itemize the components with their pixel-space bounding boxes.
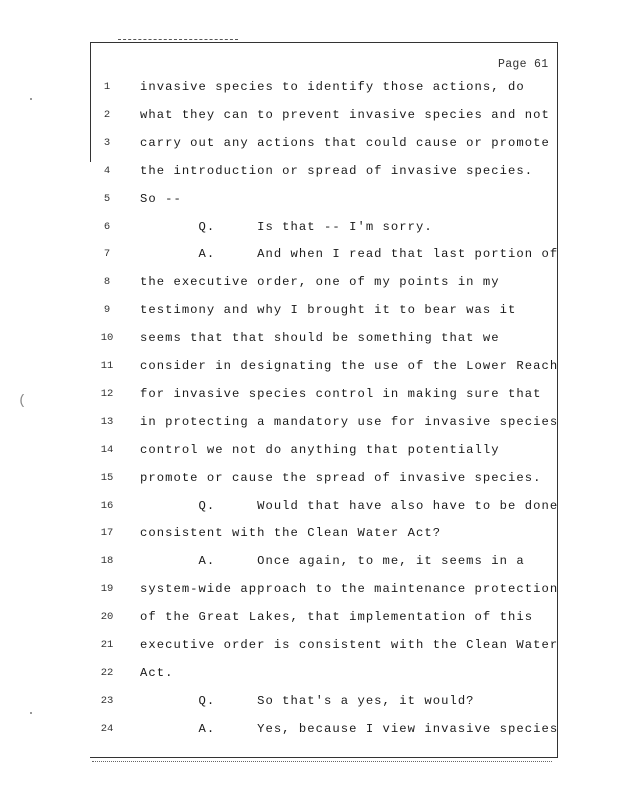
transcript-line: Act.: [140, 665, 174, 680]
transcript-line: consistent with the Clean Water Act?: [140, 526, 442, 541]
bottom-border: [90, 757, 558, 758]
line-number: 24: [100, 722, 114, 735]
transcript-line: A. Yes, because I view invasive species: [140, 721, 559, 736]
line-number: 14: [100, 443, 114, 456]
transcript-line: consider in designating the use of the Lower Reach: [140, 359, 559, 373]
transcript-line: Q. So that's a yes, it would?: [140, 693, 475, 708]
line-number: 10: [100, 332, 114, 345]
line-number: 3: [103, 136, 111, 149]
line-number: 19: [100, 583, 114, 596]
line-number: 16: [100, 499, 114, 512]
transcript-line: Q. Is that -- I'm sorry.: [140, 219, 433, 234]
transcript-line: A. Once again, to me, it seems in a: [140, 554, 525, 569]
transcript-line: the introduction or spread of invasive species.: [140, 163, 534, 178]
transcript-line: seems that that should be something that we: [140, 331, 500, 346]
transcript-line: what they can to prevent invasive species and not: [140, 107, 550, 122]
line-number: 4: [103, 164, 111, 177]
transcript-line: testimony and why I brought it to bear was it: [140, 303, 517, 318]
transcript-line: the executive order, one of my points in my: [140, 275, 500, 290]
transcript-line: of the Great Lakes, that implementation of this: [140, 610, 534, 625]
line-number: 21: [100, 639, 114, 651]
line-number: 20: [100, 611, 114, 624]
line-number: 1: [103, 81, 111, 93]
line-number: 2: [103, 108, 111, 121]
top-border: [90, 42, 558, 43]
transcript-line: Q. Would that have also have to be done: [140, 498, 559, 513]
line-number: 13: [100, 415, 114, 428]
transcript-line: A. And when I read that last portion of: [140, 247, 559, 262]
line-number: 17: [100, 527, 114, 540]
punch-hole-mark: (: [18, 393, 27, 409]
top-scan-artifact: [118, 39, 238, 40]
line-number: 23: [100, 694, 114, 707]
transcript-line: promote or cause the spread of invasive species.: [140, 470, 542, 485]
transcript-line: for invasive species control in making sure that: [140, 386, 542, 401]
transcript-line: executive order is consistent with the Clean Water: [140, 638, 559, 652]
transcript-line: in protecting a mandatory use for invasive species: [140, 414, 559, 429]
left-border: [90, 42, 91, 162]
transcript-line: system-wide approach to the maintenance protection: [140, 582, 559, 597]
line-number: 9: [103, 304, 111, 317]
scan-speck: [30, 712, 32, 714]
scan-speck: [30, 98, 32, 100]
line-number: 11: [100, 360, 114, 372]
transcript-line: control we not do anything that potentially: [140, 442, 500, 457]
transcript-line: invasive species to identify those actions, do: [140, 80, 525, 94]
line-number: 6: [103, 220, 111, 233]
transcript-line: carry out any actions that could cause or promote: [140, 135, 550, 150]
line-number: 18: [100, 555, 114, 568]
line-number: 5: [103, 192, 111, 205]
line-number: 8: [103, 276, 111, 289]
line-number: 7: [103, 248, 111, 261]
transcript-line: So --: [140, 191, 182, 206]
line-number: 22: [100, 666, 114, 679]
bottom-scan-artifact: [92, 761, 552, 762]
page-number: Page 61: [498, 58, 549, 71]
line-number: 12: [100, 387, 114, 400]
line-number: 15: [100, 471, 114, 484]
